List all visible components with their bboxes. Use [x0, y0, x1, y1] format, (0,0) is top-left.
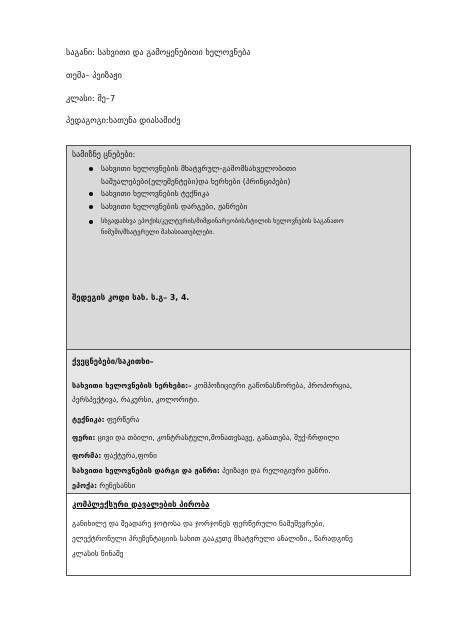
- techniques-value-cont: პერსპექტივა, რაკურსი, კოლორიტი.: [72, 395, 200, 404]
- target-concepts-list: [87, 163, 344, 238]
- sub-concepts-box: [66, 350, 411, 494]
- list-item: საშუალებები(ელემენტები)და ხერხები (პრინციპები): [101, 176, 291, 186]
- era-line: [72, 481, 135, 490]
- era-label: ეპოქა:: [72, 481, 98, 490]
- list-item: ნიმუში/მხატვრული მახასიათებლები.: [101, 228, 215, 236]
- genre-label: სახვითი ხელოვნების დარგი და ჟანრი:: [72, 466, 220, 475]
- color-label: ფერი:: [72, 433, 96, 442]
- techniques-label: სახვითი ხელოვნების ხერხები:–: [72, 381, 192, 390]
- complex-task-box: [66, 494, 411, 576]
- sub-concepts-title: ქვეცნებები/საკითხი–: [72, 357, 154, 366]
- target-concepts-box: [66, 145, 411, 350]
- complex-task-line: განიხილე და შეადარე ჯოტოსა და ჯორჯონეს ფერწერული ნამუშევრები,: [72, 519, 325, 528]
- era-value: რენესანსი: [99, 481, 136, 490]
- target-concepts-title: სამიზნე ცნებები:: [72, 150, 136, 159]
- technique-value: ფერწერა: [106, 415, 140, 424]
- color-line: [72, 433, 339, 442]
- topic-line: თემა– პეიზაჟი: [66, 70, 122, 80]
- list-item: სახვითი ხელოვნების დარგები, ჟანრები: [87, 201, 344, 214]
- teacher-line: პედაგოგი:ხათუნა დიასამიძე: [66, 115, 181, 125]
- form-value: ფაქტურა,ფონი: [103, 451, 157, 460]
- list-item: სახვითი ხელოვნების მხატვრულ-გამომსახველობითი: [87, 163, 344, 176]
- list-item: სხვადასხვა ეპოქის/კულტურის/მიმდინარეობის/სტილის ხელოვნების საგანათო: [87, 216, 344, 227]
- techniques-value: კომპოზიციური გაწონასწორება, პროპორცია,: [193, 381, 353, 390]
- technique-label: ტექნიკა:: [72, 415, 105, 424]
- list-item: სახვითი ხელოვნების ტექნიკა: [87, 188, 344, 201]
- techniques-line: [72, 381, 352, 390]
- color-value: ცივი და თბილი, კონტრასტული,მონათესავე, განათება, შუქ-ჩრდილი: [97, 433, 340, 442]
- complex-task-title: კომპლექსური დავალების პირობა: [72, 500, 210, 509]
- form-line: [72, 451, 157, 460]
- grade-line: კლასი: მე–7: [66, 93, 116, 103]
- genre-value: პეიზაჟი და რელიგიური ჟანრი.: [222, 466, 331, 475]
- genre-line: [72, 466, 331, 475]
- form-label: ფორმა:: [72, 451, 102, 460]
- complex-task-line: კლასის წინაშე: [72, 549, 124, 558]
- complex-task-line: ელექტრონული პრეზენტაციის სახით გააკეთე მხატვრული ანალიზი., წარადგინე: [72, 534, 353, 543]
- subject-line: საგანი: სახვითი და გამოყენებითი ხელოვნება: [66, 47, 251, 57]
- technique-line: [72, 415, 139, 424]
- results-code: შედეგის კოდი სახ. ს.გ– 3, 4.: [72, 293, 190, 302]
